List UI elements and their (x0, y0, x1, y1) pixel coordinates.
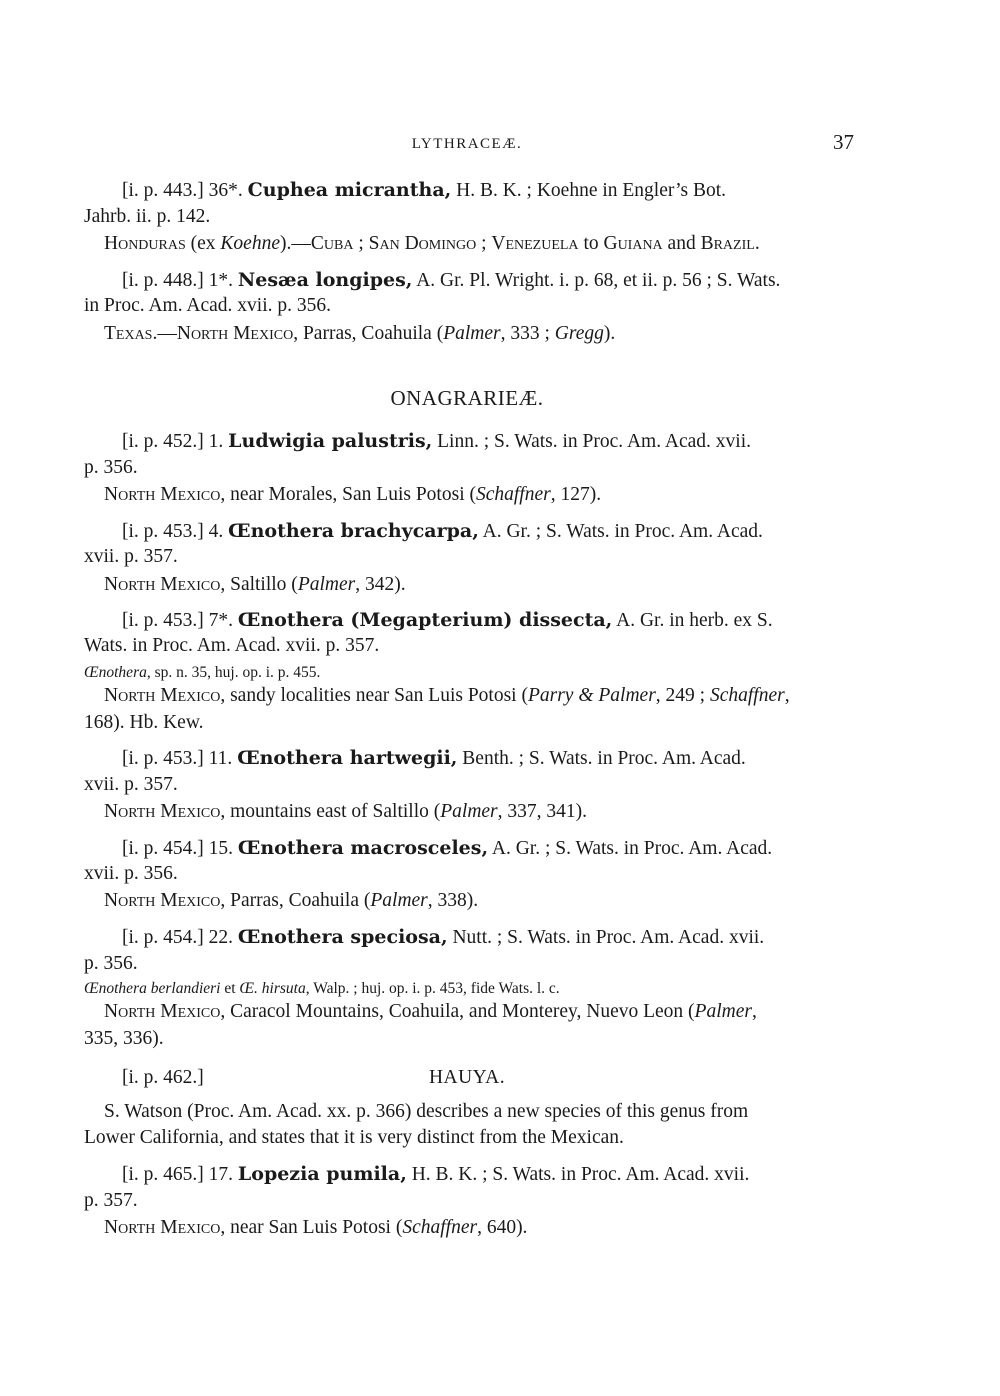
page-reference: [i. p. 454.] (122, 927, 204, 948)
page-reference: [i. p. 453.] (122, 521, 204, 542)
entry-dissecta-distribution: North Mexico, sandy localities near San Luis Potosi (Parry & Palmer, 249 ; Schaffner, (104, 685, 790, 706)
authority: H. B. K. ; Koehne in Engler’s Bot. (456, 180, 727, 201)
authority: A. Gr. ; S. Wats. in Proc. Am. Acad. (491, 838, 773, 859)
entry-dissecta-line-2: Wats. in Proc. Am. Acad. xvii. p. 357. (84, 635, 380, 656)
entry-cuphea-line-2: Jahrb. ii. p. 142. (84, 206, 211, 227)
species-name: Œnothera brachycarpa, (228, 520, 479, 542)
entry-lopezia-line-1 (122, 1162, 749, 1187)
entry-lopezia-distribution: North Mexico, near San Luis Potosi (Schaffner, 640). (104, 1217, 528, 1238)
entry-nesaea-line-1 (122, 268, 780, 293)
entry-dissecta-synonym: Œnothera, sp. n. 35, huj. op. i. p. 455. (84, 664, 321, 681)
entry-brachycarpa-distribution: North Mexico, Saltillo (Palmer, 342). (104, 574, 406, 595)
page-number: 37 (833, 130, 854, 154)
species-number: 7*. (208, 610, 234, 631)
species-name: Lopezia pumila, (237, 1163, 407, 1185)
entry-hartwegii-distribution: North Mexico, mountains east of Saltillo (Palmer, 337, 341). (104, 801, 588, 822)
entry-speciosa-distribution-2: 335, 336). (84, 1028, 164, 1049)
authority: H. B. K. ; S. Wats. in Proc. Am. Acad. xvii. (411, 1164, 750, 1185)
species-name: Ludwigia palustris, (228, 430, 433, 452)
entry-hauya-title: HAUYA. (428, 1067, 506, 1088)
entry-hartwegii-line-1 (122, 746, 746, 771)
section-title: ONAGRARIEÆ. (390, 386, 544, 410)
page-reference: [i. p. 454.] (122, 838, 204, 859)
entry-hauya-text-1: S. Watson (Proc. Am. Acad. xx. p. 366) describes a new species of this genus from (104, 1101, 749, 1122)
species-number: 11. (208, 748, 233, 769)
page-header (82, 130, 852, 160)
authority: Nutt. ; S. Wats. in Proc. Am. Acad. xvii. (452, 927, 765, 948)
species-number: 1. (208, 431, 224, 452)
entry-lopezia-line-2: p. 357. (84, 1190, 138, 1211)
species-number: 17. (208, 1164, 234, 1185)
entry-speciosa-line-1 (122, 925, 764, 950)
authority: A. Gr. ; S. Wats. in Proc. Am. Acad. (482, 521, 763, 542)
species-name: Œnothera macrosceles, (237, 837, 489, 859)
entry-macrosceles-line-2: xvii. p. 356. (84, 863, 178, 884)
species-name: Œnothera speciosa, (237, 926, 448, 948)
entry-dissecta-distribution-2: 168). Hb. Kew. (84, 712, 204, 733)
entry-dissecta-line-1 (122, 608, 773, 633)
entry-ludwigia-line-1 (122, 429, 751, 454)
entry-brachycarpa-line-2: xvii. p. 357. (84, 546, 178, 567)
entry-cuphea-line-1 (122, 178, 726, 203)
entry-hauya-reference: [i. p. 462.] (122, 1067, 204, 1088)
entry-brachycarpa-line-1 (122, 519, 763, 544)
species-name: Œnothera (Megapterium) dissecta, (237, 609, 613, 631)
entry-hartwegii-line-2: xvii. p. 357. (84, 774, 178, 795)
authority: Linn. ; S. Wats. in Proc. Am. Acad. xvii. (437, 431, 751, 452)
entry-hauya-text-2: Lower California, and states that it is very distinct from the Mexican. (84, 1127, 624, 1148)
entry-cuphea-distribution: Honduras (ex Koehne).—Cuba ; San Domingo ; Venezuela to Guiana and Brazil. (104, 233, 760, 254)
species-name: Nesæa longipes, (237, 269, 413, 291)
page-reference: [i. p. 453.] (122, 610, 204, 631)
page-reference: [i. p. 448.] (122, 270, 204, 291)
page-reference: [i. p. 443.] (122, 180, 204, 201)
species-number: 22. (208, 927, 234, 948)
entry-ludwigia-distribution: North Mexico, near Morales, San Luis Potosi (Schaffner, 127). (104, 484, 602, 505)
entry-nesaea-line-2: in Proc. Am. Acad. xvii. p. 356. (84, 295, 331, 316)
entry-speciosa-line-2: p. 356. (84, 953, 138, 974)
entry-speciosa-synonym: Œnothera berlandieri et Œ. hirsuta, Walp. ; huj. op. i. p. 453, fide Wats. l. c. (84, 980, 560, 997)
species-name: Œnothera hartwegii, (237, 747, 458, 769)
species-number: 1*. (208, 270, 234, 291)
running-head: LYTHRACEÆ. (411, 136, 523, 152)
entry-speciosa-distribution: North Mexico, Caracol Mountains, Coahuila, and Monterey, Nuevo Leon (Palmer, (104, 1001, 757, 1022)
entry-ludwigia-line-2: p. 356. (84, 457, 138, 478)
entry-nesaea-distribution: Texas.—North Mexico, Parras, Coahuila (Palmer, 333 ; Gregg). (104, 323, 616, 344)
authority: A. Gr. in herb. ex S. (616, 610, 773, 631)
species-number: 4. (208, 521, 224, 542)
page-reference: [i. p. 453.] (122, 748, 204, 769)
authority: A. Gr. Pl. Wright. i. p. 68, et ii. p. 56 ; S. Wats. (416, 270, 781, 291)
species-number: 15. (208, 838, 234, 859)
page-reference: [i. p. 465.] (122, 1164, 204, 1185)
entry-macrosceles-distribution: North Mexico, Parras, Coahuila (Palmer, 338). (104, 890, 479, 911)
species-name: Cuphea micrantha, (247, 179, 452, 201)
species-number: 36*. (208, 180, 243, 201)
page-reference: [i. p. 452.] (122, 431, 204, 452)
entry-macrosceles-line-1 (122, 836, 772, 861)
authority: Benth. ; S. Wats. in Proc. Am. Acad. (462, 748, 746, 769)
